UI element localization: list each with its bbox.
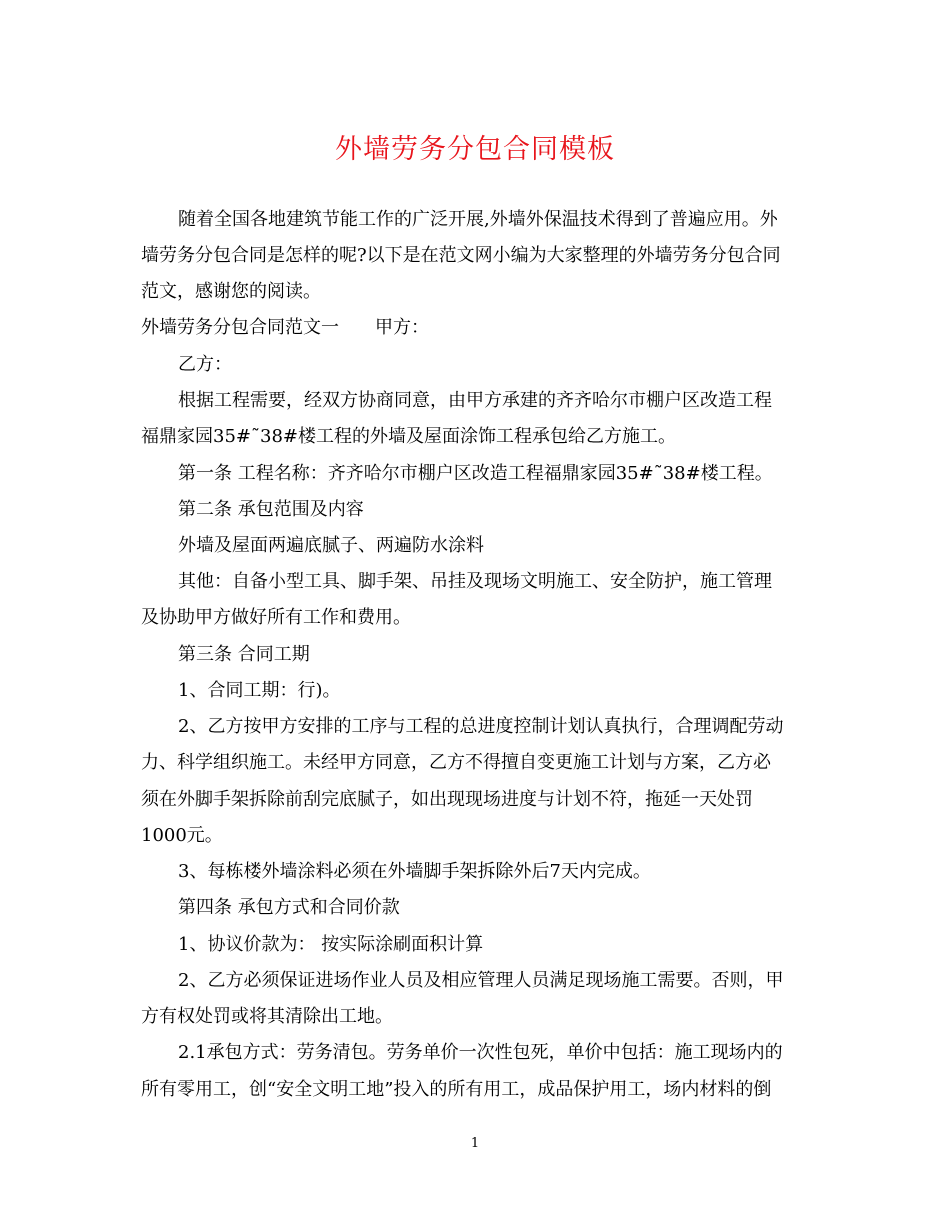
document-title: 外墙劳务分包合同模板 [335,134,615,165]
paragraph-line: 范文，感谢您的阅读。 [141,281,321,302]
paragraph-line: 外墙劳务分包合同范文一 甲方： [141,317,429,338]
paragraph-line: 其他：自备小型工具、脚手架、吊挂及现场文明施工、安全防护，施工管理 [178,571,772,592]
paragraph-line: 2、乙方按甲方安排的工序与工程的总进度控制计划认真执行，合理调配劳动 [178,716,784,737]
paragraph-line: 根据工程需要，经双方协商同意，由甲方承建的齐齐哈尔市棚户区改造工程 [178,390,772,411]
paragraph-line: 第一条 工程名称：齐齐哈尔市棚户区改造工程福鼎家园35#˜38#楼工程。 [178,463,773,484]
page-number: 1 [470,1136,480,1151]
paragraph-line: 1、协议价款为： 按实际涂刷面积计算 [178,934,484,955]
paragraph-line: 3、每栋楼外墙涂料必须在外墙脚手架拆除外后7天内完成。 [178,861,651,882]
paragraph-line: 方有权处罚或将其清除出工地。 [141,1006,393,1027]
paragraph-line: 1、合同工期：行)。 [178,680,341,701]
paragraph-line: 第四条 承包方式和合同价款 [178,897,400,918]
paragraph-line: 随着全国各地建筑节能工作的广泛开展,外墙外保温技术得到了普遍应用。外 [178,209,778,230]
paragraph-line: 2.1承包方式：劳务清包。劳务单价一次性包死，单价中包括：施工现场内的 [178,1042,783,1063]
paragraph-line: 力、科学组织施工。未经甲方同意，乙方不得擅自变更施工计划与方案，乙方必 [141,752,771,773]
paragraph-line: 乙方： [178,354,232,375]
paragraph-line: 所有零用工，创“安全文明工地”投入的所有用工，成品保护用工，场内材料的倒 [141,1079,772,1100]
paragraph-line: 及协助甲方做好所有工作和费用。 [141,607,411,628]
paragraph-line: 第三条 合同工期 [178,644,310,665]
paragraph-line: 1000元。 [141,825,223,846]
paragraph-line: 福鼎家园35#˜38#楼工程的外墙及屋面涂饰工程承包给乙方施工。 [141,426,676,447]
paragraph-line: 第二条 承包范围及内容 [178,499,364,520]
paragraph-line: 外墙及屋面两遍底腻子、两遍防水涂料 [178,535,484,556]
paragraph-line: 须在外脚手架拆除前刮完底腻子，如出现现场进度与计划不符，拖延一天处罚 [141,789,753,810]
paragraph-line: 2、乙方必须保证进场作业人员及相应管理人员满足现场施工需要。否则，甲 [178,970,784,991]
paragraph-line: 墙劳务分包合同是怎样的呢?以下是在范文网小编为大家整理的外墙劳务分包合同 [141,245,781,266]
